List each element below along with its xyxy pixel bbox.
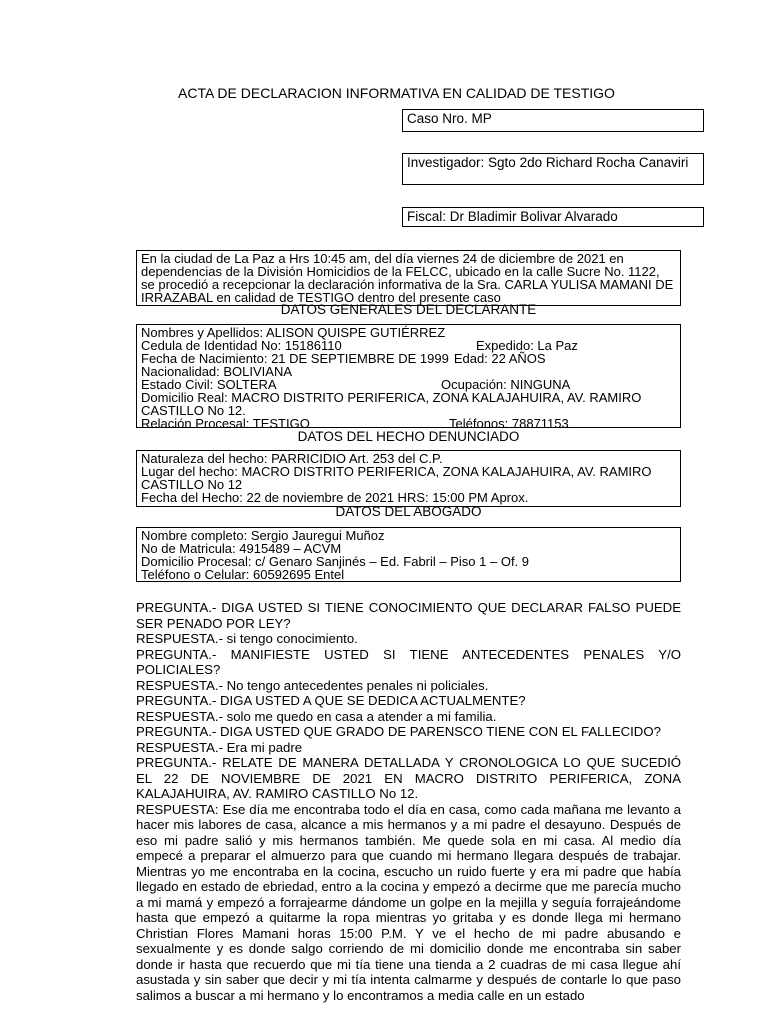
declarant-birthdate: Fecha de Nacimiento: 21 DE SEPTIEMBRE DE 1999 (141, 351, 449, 366)
incident-place: Lugar del hecho: MACRO DISTRITO PERIFERICA, ZONA KALAJAHUIRA, AV. RAMIRO CASTILLO No 12 (141, 464, 652, 492)
answer-narrative: RESPUESTA: Ese día me encontraba todo el día en casa, como cada mañana me levanto a hacer mis labores de casa, alcance a mis hermanos y a mi padre el desayuno. Después de eso mi padre salió y mis hermanos también. Me quede sola en mi casa. Al medio día empecé a preparar el almuerzo para que cuando mi hermano llegara después de trabajar. Mientras yo me encontraba en la cocina, escucho un ruido fuerte y era mi padre que había llegado en estado de ebriedad, entro a la cocina y empezó a decirme que me parecía mucho a mi mamá y empezó a forrajearme dándome un golpe en la mejilla y seguía forrajeándome hasta que empezó a quitarme la ropa mientras yo gritaba y es donde llega mi hermano Christian Flores Mamani horas 15:00 P.M. Y ve el hecho de mi padre abusando e sexualmente y es donde salgo corriendo de mi domicilio donde me encontraba sin saber donde ir hasta que recuerdo que mi tía tiene una tienda a 2 cuadras de mi casa llegue ahí asustada y sin saber que decir y mi tía intenta calmarme y después de contarle lo que paso salimos a buscar a mi hermano y lo encontramos a media calle en un estado (136, 801, 681, 1003)
declarant-id: Cedula de Identidad No: 15186110 (141, 338, 342, 353)
declarant-civil-status: Estado Civil: SOLTERA (141, 377, 277, 392)
declarant-box (136, 324, 681, 431)
incident-date: Fecha del Hecho: 22 de noviembre de 2021 HRS: 15:00 PM Aprox. (141, 490, 529, 505)
declarant-nationality: Nacionalidad: BOLIVIANA (141, 364, 293, 379)
lawyer-phone: Teléfono o Celular: 60592695 Entel (141, 567, 345, 582)
prosecutor: Fiscal: Dr Bladimir Bolivar Alvarado (407, 209, 618, 224)
incident-header: DATOS DEL HECHO DENUNCIADO (297, 429, 520, 444)
intro-text: En la ciudad de La Paz a Hrs 10:45 am, del día viernes 24 de diciembre de 2021 en dependencias de la División Homicidios de la FELCC, ubicado en la calle Sucre No. 1122, se procedió a recepcionar la declaración informativa de la Sra. CARLA YULISA MAMANI DE IRRAZABAL en calidad de TESTIGO dentro del presente caso (141, 251, 674, 305)
question: PREGUNTA.- DIGA USTED SI TIENE CONOCIMIENTO QUE DECLARAR FALSO PUEDE SER PENADO POR LEY? (136, 600, 681, 631)
lawyer-registration: No de Matricula: 4915489 – ACVM (141, 541, 342, 556)
answer: RESPUESTA.- Era mi padre (136, 739, 303, 755)
case-number-box (402, 109, 704, 132)
incident-box (136, 450, 681, 507)
lawyer-box (136, 527, 681, 582)
question: PREGUNTA.- DIGA USTED A QUE SE DEDICA ACTUALMENTE? (136, 693, 526, 708)
lawyer-address: Domicilio Procesal: c/ Genaro Sanjinés – Ed. Fabril – Piso 1 – Of. 9 (141, 554, 530, 569)
question: PREGUNTA.- DIGA USTED QUE GRADO DE PARENSCO TIENE CON EL FALLECIDO? (136, 724, 661, 739)
document-title: ACTA DE DECLARACION INFORMATIVA EN CALIDAD DE TESTIGO (178, 85, 615, 101)
interview-body (136, 600, 681, 1003)
answer: RESPUESTA.- solo me quedo en casa a atender a mi familia. (136, 708, 497, 724)
declarant-header: DATOS GENERALES DEL DECLARANTE (280, 302, 537, 317)
lawyer-header: DATOS DEL ABOGADO (335, 504, 482, 519)
declarant-phones: Teléfonos: 78871153 (449, 416, 569, 431)
incident-nature: Naturaleza del hecho: PARRICIDIO Art. 253 del C.P. (141, 451, 443, 466)
question: PREGUNTA.- RELATE DE MANERA DETALLADA Y CRONOLOGICA LO QUE SUCEDIÓ EL 22 DE NOVIEMBRE DE 2021 EN MACRO DISTRITO PERIFERICA, ZONA KALAJAHUIRA, AV. RAMIRO CASTILLO No 12. (136, 755, 682, 801)
declarant-age: Edad: 22 AÑOS (453, 351, 546, 366)
declarant-occupation: Ocupación: NINGUNA (441, 377, 571, 392)
answer: RESPUESTA.- si tengo conocimiento. (136, 631, 358, 646)
lawyer-name: Nombre completo: Sergio Jauregui Muñoz (141, 528, 385, 543)
declarant-procedural-relation: Relación Procesal: TESTIGO (141, 416, 310, 431)
answer: RESPUESTA.- No tengo antecedentes penales ni policiales. (136, 677, 489, 693)
declarant-address: Domicilio Real: MACRO DISTRITO PERIFERICA, ZONA KALAJAHUIRA, AV. RAMIRO CASTILLO No 12. (141, 390, 642, 418)
intro-box (136, 250, 681, 306)
investigator: Investigador: Sgto 2do Richard Rocha Canaviri (407, 155, 689, 170)
investigator-box (402, 153, 704, 185)
question: PREGUNTA.- MANIFIESTE USTED SI TIENE ANTECEDENTES PENALES Y/O POLICIALES? (136, 646, 682, 677)
case-number: Caso Nro. MP (407, 111, 492, 126)
declarant-issued: Expedido: La Paz (476, 338, 578, 353)
prosecutor-box (402, 207, 704, 227)
declarant-name: Nombres y Apellidos: ALISON QUISPE GUTIÉRREZ (141, 325, 446, 340)
